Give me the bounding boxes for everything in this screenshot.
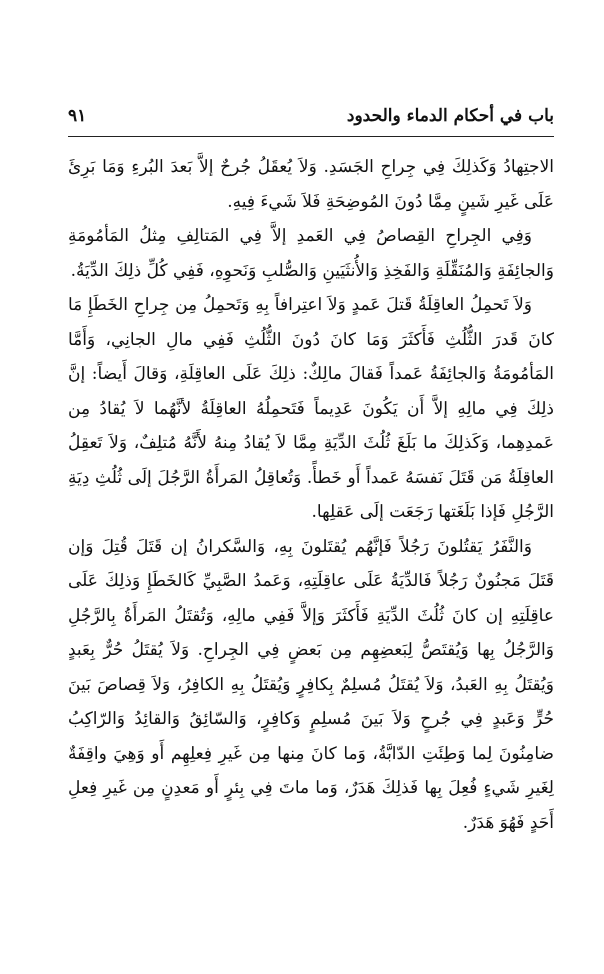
main-text — [68, 150, 554, 862]
chapter-title: باب في أحكام الدماء والحدود — [346, 106, 554, 126]
page-number: ٩١ — [68, 106, 87, 126]
paragraph: وَفِي الجِراحِ القِصاصُ فِي العَمدِ إلاَّ فِي المَتالِفِ مِثلُ المَأمُومَةِ وَالجائِفَةِ وَالمُنَقِّلَةِ وَالفَخِذِ وَالأُنثَيَينِ وَالصُّلبِ وَنَحوِهِ، فَفِي كُلِّ ذلِكَ الدِّيَةُ. — [68, 226, 554, 281]
paragraph: وَالنَّفَرُ يَقتُلونَ رَجُلاً فَإنَّهُم يُقتَلونَ بِهِ، وَالسَّكرانُ إن قَتَلَ قُتِلَ وَإن قَتَلَ مَجنُونٌ رَجُلاً فَالدِّيَةُ عَلَى عاقِلَتِهِ، وَعَمدُ الصَّبِيِّ كَالخَطَإِ وَذلِكَ عَلَى عاقِلَتِهِ إن كانَ ثُلُثَ الدِّيَةِ فَأَكثَرَ وَإلاَّ فَفِي مالِهِ، وَتُقتَلُ المَرأَةُ بِالرَّجُلِ وَالرَّجُلُ بِها وَيُقتَصُّ لِبَعضِهِم مِن بَعضٍ فِي الجِراحِ. وَلاَ يُقتَلُ حُرٌّ بِعَبدٍ وَيُقتَلُ بِهِ العَبدُ، وَلاَ يُقتَلُ مُسلِمٌ بِكافِرٍ وَيُقتَلُ بِهِ الكافِرُ، وَلاَ قِصاصَ بَينَ حُرٍّ وَعَبدٍ فِي جُرحٍ وَلاَ بَينَ مُسلِمٍ وَكافِرٍ، وَالسّائِقُ وَالقائِدُ وَالرّاكِبُ ضامِنُونَ لِما وَطِئَتِ الدّابَّةُ، وَما كانَ مِنها مِن غَيرِ فِعلِهِم أَو وَهِيَ واقِفَةٌ لِغَيرِ شَيءٍ فُعِلَ بِها فَذلِكَ هَدَرٌ، وَما ماتَ فِي بِئرٍ أَو مَعدِنٍ مِن غَيرِ فِعلِ أَحَدٍ فَهُوَ هَدَرٌ. — [68, 536, 554, 833]
header-divider — [68, 136, 554, 137]
paragraph: وَلاَ تَحمِلُ العاقِلَةُ قَتلَ عَمدٍ وَلاَ اعتِرافاً بِهِ وَتَحمِلُ مِن جِراحِ الخَطَإِ مَا كانَ قَدرَ الثُّلُثِ فَأَكثَرَ وَمَا كانَ دُونَ الثُّلُثِ فَفِي مالِ الجانِي، وَأَمَّا المَأمُومَةُ وَالجائِفَةُ عَمداً فَقالَ مالِكٌ: ذلِكَ عَلَى العاقِلَةِ، وَقالَ أَيضاً: إنَّ ذلِكَ فِي مالِهِ إلاَّ أَن يَكُونَ عَدِيماً فَتَحمِلُهُ العاقِلَةُ لأنَّهُما لاَ يُقادُ مِن عَمدِهِما، وَكَذلِكَ ما بَلَغَ ثُلُثَ الدِّيَةِ مِمَّا لاَ يُقادُ مِنهُ لأَنَّهُ مُتلِفٌ، وَلاَ تَعقِلُ العاقِلَةُ مَن قَتَلَ نَفسَهُ عَمداً أَو خَطأً. وَتُعاقِلُ المَرأَةُ الرَّجُلَ إلَى ثُلُثِ دِيَةِ الرَّجُلِ فَإذا بَلَغَتها رَجَعَت إلَى عَقلِها. — [68, 295, 554, 522]
paragraph: الاجتِهادُ وَكَذلِكَ فِي جِراحِ الجَسَدِ. وَلاَ يُعقَلُ جُرحٌ إلاَّ بَعدَ البُرءِ وَمَا بَرِئَ عَلَى غَيرِ شَينٍ مِمَّا دُونَ المُوضِحَةِ فَلاَ شَيءَ فِيهِ. — [68, 157, 554, 212]
running-header — [68, 106, 554, 134]
